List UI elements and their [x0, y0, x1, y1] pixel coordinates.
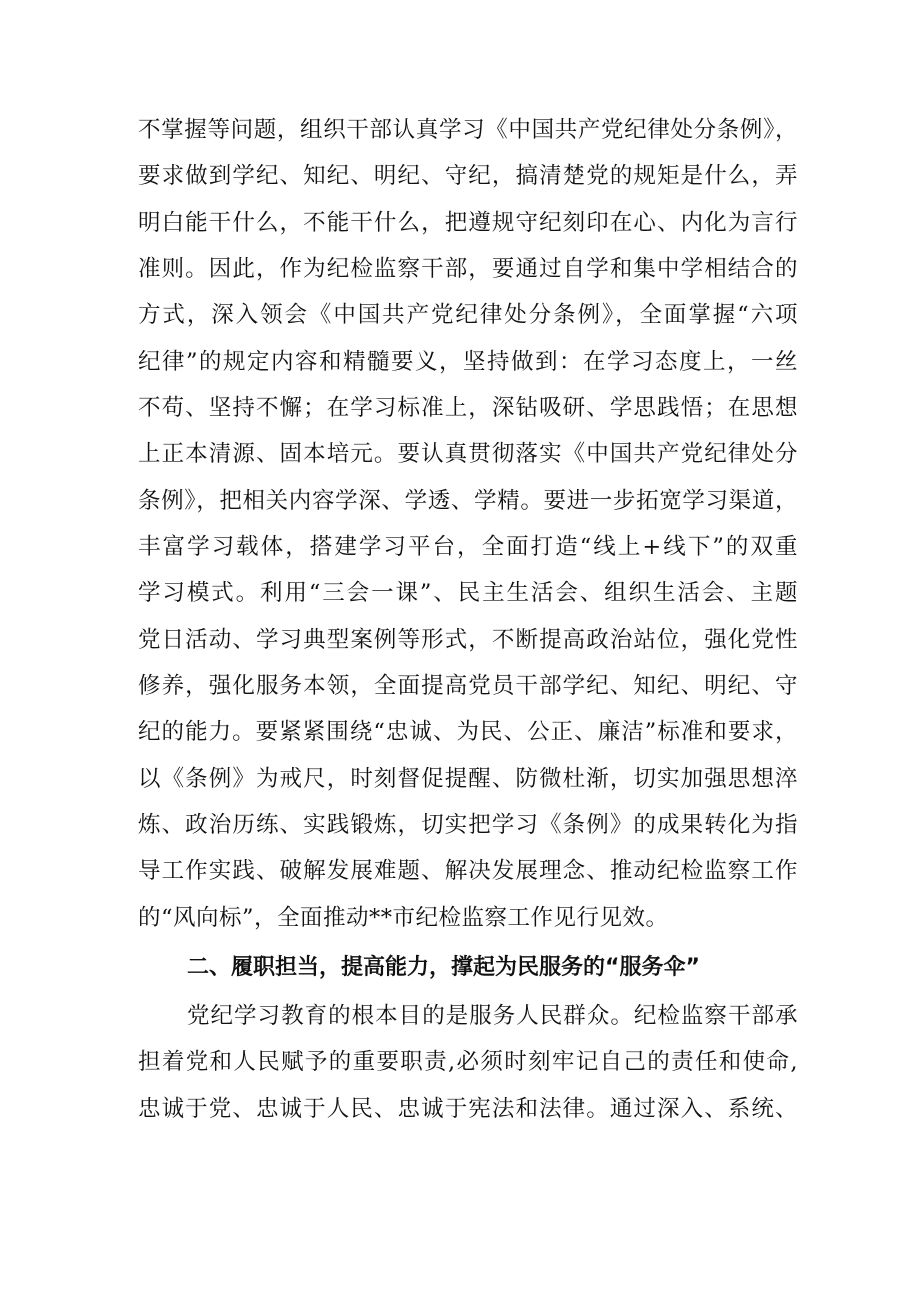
paragraph-line: 修养，强化服务本领，全面提高党员干部学纪、知纪、明纪、守 [138, 673, 798, 699]
paragraph-line: 纪的能力。要紧紧围绕“忠诚、为民、公正、廉洁”标准和要求， [138, 719, 798, 745]
paragraph-line: 炼、政治历练、实践锻炼，切实把学习《条例》的成果转化为指 [138, 812, 798, 838]
paragraph-line: 以《条例》为戒尺，时刻督促提醒、防微杜渐，切实加强思想淬 [138, 766, 798, 792]
paragraph-line: 党日活动、学习典型案例等形式，不断提高政治站位，强化党性 [138, 627, 798, 653]
paragraph-line: 党纪学习教育的根本目的是服务人民群众。纪检监察干部承 [187, 1003, 798, 1029]
paragraph-line: 不苟、坚持不懈；在学习标准上，深钻吸研、学思践悟；在思想 [138, 395, 798, 421]
paragraph-line: 准则。因此，作为纪检监察干部，要通过自学和集中学相结合的 [138, 256, 798, 282]
paragraph-line: 条例》，把相关内容学深、学透、学精。要进一步拓宽学习渠道， [138, 488, 798, 514]
paragraph-line: 担着党和人民赋予的重要职责,必须时刻牢记自己的责任和使命, [138, 1049, 798, 1075]
paragraph-line: 不掌握等问题，组织干部认真学习《中国共产党纪律处分条例》， [138, 117, 798, 143]
paragraph-line: 忠诚于党、忠诚于人民、忠诚于宪法和法律。通过深入、系统、 [138, 1096, 798, 1122]
paragraph-line: 方式，深入领会《中国共产党纪律处分条例》，全面掌握“六项 [138, 302, 798, 328]
paragraph-line: 上正本清源、固本培元。要认真贯彻落实《中国共产党纪律处分 [138, 441, 798, 467]
paragraph-line: 纪律”的规定内容和精髓要义，坚持做到：在学习态度上，一丝 [138, 349, 798, 375]
paragraph-line: 导工作实践、破解发展难题、解决发展理念、推动纪检监察工作 [138, 858, 798, 884]
section-heading: 二、履职担当，提高能力，撑起为民服务的“服务伞” [187, 955, 700, 980]
paragraph-line: 丰富学习载体，搭建学习平台，全面打造“线上+线下”的双重 [138, 534, 798, 560]
paragraph-line: 的“风向标”，全面推动**市纪检监察工作见行见效。 [138, 905, 669, 931]
paragraph-line: 学习模式。利用“三会一课”、民主生活会、组织生活会、主题 [138, 580, 798, 606]
paragraph-line: 明白能干什么，不能干什么，把遵规守纪刻印在心、内化为言行 [138, 210, 798, 236]
paragraph-line: 要求做到学纪、知纪、明纪、守纪，搞清楚党的规矩是什么，弄 [138, 163, 798, 189]
